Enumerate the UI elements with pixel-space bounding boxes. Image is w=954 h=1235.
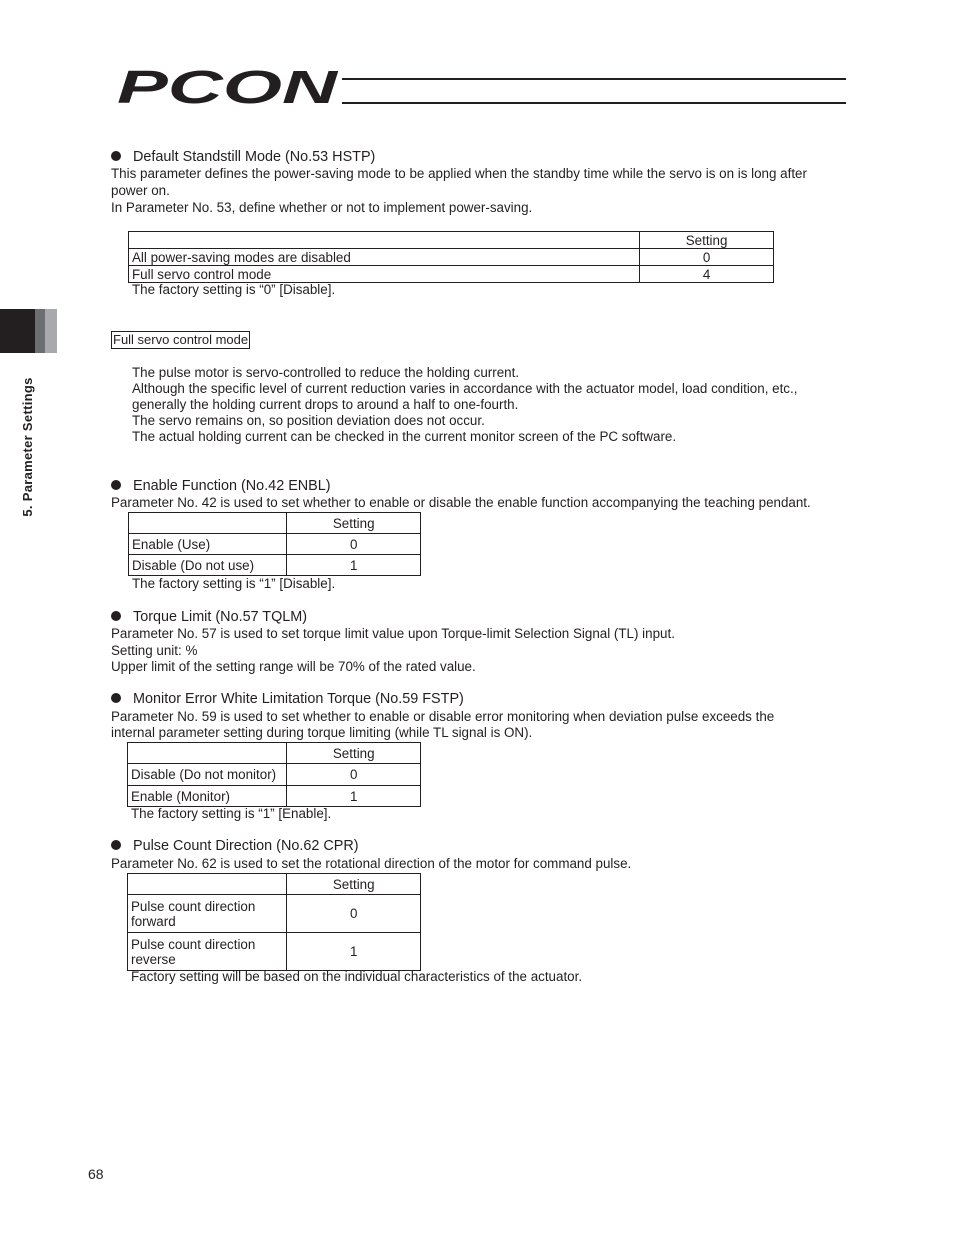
cpr-settings-table: [127, 873, 421, 971]
row-value: 1: [287, 786, 421, 807]
bullet-icon: [111, 840, 121, 850]
row-label-line: forward: [131, 913, 176, 929]
section-heading-cpr: Pulse Count Direction (No.62 CPR): [111, 838, 359, 855]
section-heading-fstp: Monitor Error White Limitation Torque (No.59 FSTP): [111, 691, 464, 708]
full-servo-label-box: Full servo control mode: [113, 332, 249, 347]
section-heading-enbl: Enable Function (No.42 ENBL): [111, 478, 331, 495]
row-value: 1: [287, 555, 421, 576]
table-header-row: [129, 232, 774, 249]
table-header-setting: Setting: [287, 513, 421, 534]
row-value: 4: [640, 266, 774, 283]
row-label-line: Pulse count direction: [131, 898, 256, 914]
enbl-line-1: Parameter No. 42 is used to set whether to enable or disable the enable function accompanying the teaching pendant.: [111, 495, 811, 510]
table-row: [128, 895, 421, 933]
fstp-settings-table: [127, 742, 421, 807]
section-heading-hstp: Default Standstill Mode (No.53 HSTP): [111, 149, 375, 166]
row-label: [128, 933, 287, 971]
table-header-setting: Setting: [640, 232, 774, 249]
chapter-tab-light: [45, 309, 57, 353]
page-number: 68: [88, 1166, 104, 1182]
table-header-row: [128, 743, 421, 764]
bullet-icon: [111, 480, 121, 490]
section-heading-tqlm: Torque Limit (No.57 TQLM): [111, 609, 307, 626]
bullet-icon: [111, 151, 121, 161]
table-row: [128, 786, 421, 807]
hstp-line-3: In Parameter No. 53, define whether or not to implement power-saving.: [111, 200, 533, 215]
table-header-setting: Setting: [287, 743, 421, 764]
cpr-line-1: Parameter No. 62 is used to set the rotational direction of the motor for command pulse.: [111, 856, 632, 871]
row-label: Disable (Do not monitor): [128, 764, 287, 786]
hstp-detail-4: The servo remains on, so position deviation does not occur.: [132, 413, 485, 428]
table-row: [129, 266, 774, 283]
hstp-detail-5: The actual holding current can be checked in the current monitor screen of the PC software.: [132, 429, 677, 444]
row-label: Enable (Monitor): [128, 786, 287, 807]
table-row: [129, 534, 421, 555]
table-header-row: [128, 874, 421, 895]
hstp-line-2: power on.: [111, 183, 170, 198]
hstp-settings-table: [128, 231, 774, 283]
table-row: [129, 249, 774, 266]
row-label: Enable (Use): [129, 534, 287, 555]
row-label: All power-saving modes are disabled: [129, 249, 640, 266]
tqlm-line-1: Parameter No. 57 is used to set torque limit value upon Torque-limit Selection Signal (TL) input.: [111, 626, 675, 641]
fstp-factory-note: The factory setting is “1” [Enable].: [131, 806, 332, 821]
row-label: Disable (Do not use): [129, 555, 287, 576]
hstp-detail-2: Although the specific level of current reduction varies in accordance with the actuator model, load condition, etc.,: [132, 381, 798, 396]
header-rule-bottom: [342, 102, 846, 104]
logo-text: PCON: [117, 66, 339, 108]
table-row: [128, 764, 421, 786]
bullet-icon: [111, 611, 121, 621]
table-header-row: [129, 513, 421, 534]
enbl-settings-table: [128, 512, 421, 576]
table-row: [129, 555, 421, 576]
tqlm-line-3: Upper limit of the setting range will be 70% of the rated value.: [111, 659, 476, 674]
fstp-line-1: Parameter No. 59 is used to set whether to enable or disable error monitoring when deviation pulse exceeds the: [111, 709, 775, 724]
bullet-icon: [111, 693, 121, 703]
row-label-line: Pulse count direction: [131, 936, 256, 952]
row-value: 0: [287, 764, 421, 786]
table-header-setting: Setting: [287, 874, 421, 895]
cpr-factory-note: Factory setting will be based on the individual characteristics of the actuator.: [131, 969, 583, 984]
hstp-factory-note: The factory setting is “0” [Disable].: [132, 282, 336, 297]
row-value: 1: [287, 933, 421, 971]
tqlm-line-2: Setting unit: %: [111, 643, 198, 658]
row-label: Full servo control mode: [129, 266, 640, 283]
enbl-factory-note: The factory setting is “1” [Disable].: [132, 576, 336, 591]
row-label-line: reverse: [131, 951, 176, 967]
header-rule-top: [342, 78, 846, 80]
fstp-line-2: internal parameter setting during torque limiting (while TL signal is ON).: [111, 725, 533, 740]
row-label: [128, 895, 287, 933]
row-value: 0: [287, 534, 421, 555]
hstp-detail-1: The pulse motor is servo-controlled to reduce the holding current.: [132, 365, 520, 380]
hstp-line-1: This parameter defines the power-saving mode to be applied when the standby time while the servo is on is long after: [111, 166, 807, 181]
hstp-detail-3: generally the holding current drops to around a half to one-fourth.: [132, 397, 519, 412]
chapter-tab-dark: [0, 309, 35, 353]
row-value: 0: [640, 249, 774, 266]
row-value: 0: [287, 895, 421, 933]
table-row: [128, 933, 421, 971]
pcon-logo: [117, 66, 345, 108]
chapter-tab-mid: [35, 309, 45, 353]
